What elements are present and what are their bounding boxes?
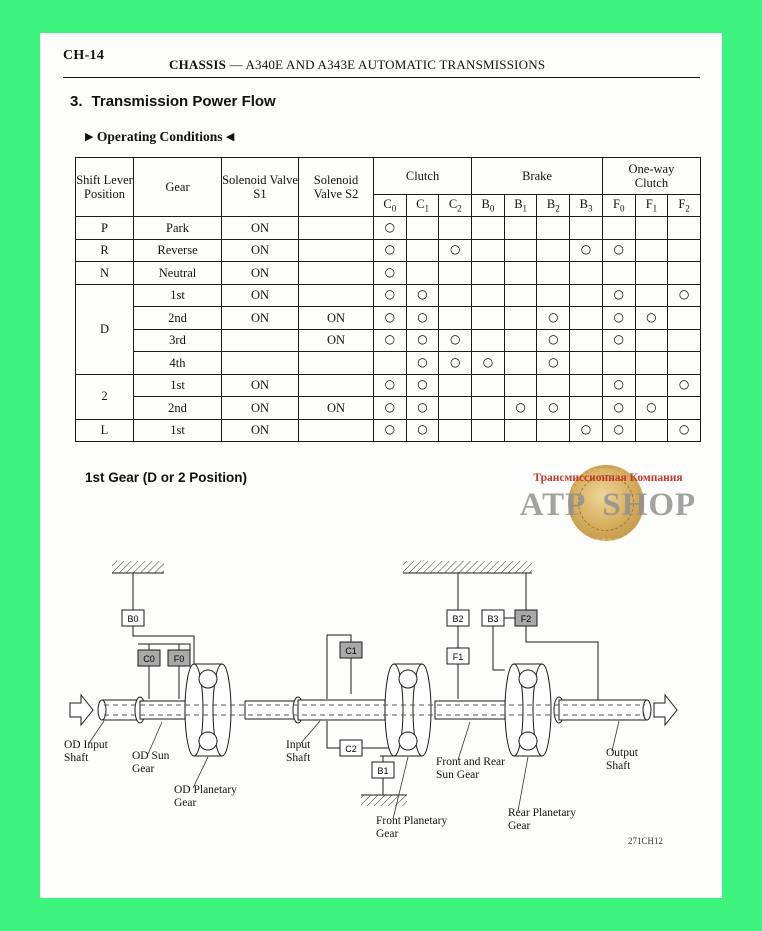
apply-mark-cell: ○ [374,262,407,285]
gear-cell: 4th [134,352,222,375]
component-c0 [138,650,160,666]
col-header-shift-position: Shift Lever Position [76,158,134,217]
front-rear-sun-gear-shaft [435,701,505,719]
watermark-brand-right: SHOP [602,487,697,523]
apply-mark-cell [439,262,472,285]
subsection-title [85,129,234,145]
input-arrow-icon [70,695,93,725]
watermark-brand-left: ATP [519,487,587,523]
apply-mark-cell: ○ [602,397,635,420]
apply-mark-cell [374,352,407,375]
apply-mark-cell: ○ [570,239,603,262]
apply-mark-cell [602,217,635,240]
apply-mark-cell: ○ [374,419,407,442]
apply-mark-cell [504,329,537,352]
apply-mark-cell [668,352,701,375]
svg-text:Gear: Gear [376,828,399,840]
operating-conditions-table [75,157,701,442]
apply-mark-cell: ○ [635,307,668,330]
apply-mark-cell: ○ [374,329,407,352]
apply-mark-cell [668,397,701,420]
apply-mark-cell [537,217,570,240]
col-header-gear: Gear [134,158,222,217]
s1-cell: ON [222,374,299,397]
apply-mark-cell [635,352,668,375]
apply-mark-cell [472,262,505,285]
apply-mark-cell [439,419,472,442]
shift-position-cell: P [76,217,134,240]
apply-mark-cell: ○ [406,397,439,420]
s1-cell: ON [222,239,299,262]
component-label-f1: F1 [452,652,464,662]
apply-mark-cell [504,217,537,240]
table-row-p [76,217,701,240]
apply-mark-cell [635,217,668,240]
apply-mark-cell [504,352,537,375]
apply-mark-cell: ○ [602,419,635,442]
part-label-rear-planetary-gear [508,807,576,832]
section-name: Transmission Power Flow [91,93,276,110]
part-label-input-shaft [286,739,311,764]
s1-cell: ON [222,307,299,330]
apply-mark-cell: ○ [537,352,570,375]
gear-cell: 1st [134,284,222,307]
apply-mark-cell [439,397,472,420]
shift-position-cell: R [76,239,134,262]
s1-cell: ON [222,284,299,307]
table-row-r [76,239,701,262]
apply-mark-cell: ○ [537,307,570,330]
apply-mark-cell [472,284,505,307]
shift-position-cell: L [76,419,134,442]
apply-mark-cell [504,374,537,397]
apply-mark-cell [439,374,472,397]
chapter-separator: — [229,57,243,72]
apply-mark-cell [570,397,603,420]
svg-text:Shaft: Shaft [606,760,631,772]
apply-mark-cell: ○ [374,239,407,262]
col-group-one-way-clutch [602,158,700,195]
component-label-b1: B1 [377,766,389,776]
apply-mark-cell [537,262,570,285]
svg-text:Input: Input [286,739,311,751]
s1-cell [222,352,299,375]
shafts [98,697,651,723]
component-label-b3: B3 [487,614,499,624]
s2-cell [299,239,374,262]
apply-mark-cell: ○ [374,217,407,240]
svg-text:Gear: Gear [174,797,197,809]
apply-mark-cell [537,284,570,307]
apply-mark-cell [635,329,668,352]
table-row-d-2nd [76,307,701,330]
apply-mark-cell [472,217,505,240]
apply-mark-cell [472,397,505,420]
input-shaft [298,700,385,720]
component-b2 [447,610,469,626]
component-label-c0: C0 [143,654,155,664]
component-c2 [340,740,362,756]
col-header-c2: $C_2$ [439,195,472,217]
apply-mark-cell: ○ [406,329,439,352]
component-label-b2: B2 [452,614,464,624]
shift-position-cell: N [76,262,134,285]
one-way-clutch-label: One-way Clutch [628,161,675,190]
apply-mark-cell [668,307,701,330]
part-label-front-rear-sun-gear [436,756,505,781]
od-input-shaft [102,700,138,720]
s2-cell [299,419,374,442]
component-f1 [447,648,469,664]
svg-text:Sun Gear: Sun Gear [436,769,480,781]
section-number: 3. [70,93,83,110]
apply-mark-cell [635,239,668,262]
apply-mark-cell: ○ [570,419,603,442]
part-label-od-planetary-gear [174,784,237,809]
apply-mark-cell [537,419,570,442]
apply-mark-cell: ○ [602,307,635,330]
col-header-c1: $C_1$ [406,195,439,217]
component-c1 [340,642,362,658]
apply-mark-cell [504,239,537,262]
svg-text:OD Sun: OD Sun [132,750,170,762]
component-b1 [372,762,394,778]
component-label-b0: B0 [127,614,139,624]
s1-cell [222,329,299,352]
apply-mark-cell: ○ [439,329,472,352]
col-header-b2: $B_2$ [537,195,570,217]
svg-text:Shaft: Shaft [286,752,311,764]
output-shaft [559,700,647,720]
section-title [70,93,276,110]
manual-page [40,33,722,898]
gear-cell: Park [134,217,222,240]
component-label-c2: C2 [345,744,357,754]
apply-mark-cell [472,374,505,397]
triangle-left-icon: ◀ [225,130,235,143]
apply-mark-cell [602,352,635,375]
table-row-d-4th [76,352,701,375]
apply-mark-cell: ○ [374,397,407,420]
table-row-2-1st [76,374,701,397]
part-label-front-planetary-gear [376,815,447,840]
col-header-b3: $B_3$ [570,195,603,217]
gear-cell: 2nd [134,397,222,420]
apply-mark-cell [504,284,537,307]
apply-mark-cell [504,307,537,330]
apply-mark-cell: ○ [537,329,570,352]
s2-cell [299,262,374,285]
apply-mark-cell [504,419,537,442]
triangle-right-icon: ▶ [85,130,94,143]
apply-mark-cell [668,329,701,352]
col-header-c0: $C_0$ [374,195,407,217]
apply-mark-cell [570,352,603,375]
apply-mark-cell [668,239,701,262]
apply-mark-cell: ○ [635,397,668,420]
component-label-c1: C1 [345,646,357,656]
apply-mark-cell [668,262,701,285]
apply-mark-cell: ○ [504,397,537,420]
col-group-brake: Brake [472,158,603,195]
s2-cell [299,284,374,307]
s2-cell [299,352,374,375]
svg-text:Shaft: Shaft [64,752,89,764]
gear-cell: 1st [134,374,222,397]
apply-mark-cell [406,262,439,285]
watermark-company-text: Трансмиссионная Компания [533,472,683,484]
apply-mark-cell: ○ [602,374,635,397]
gear-cell: Reverse [134,239,222,262]
apply-mark-cell: ○ [602,329,635,352]
apply-mark-cell [570,329,603,352]
header-rule [63,77,700,78]
gear-cell: Neutral [134,262,222,285]
apply-mark-cell: ○ [439,352,472,375]
component-f2 [515,610,537,626]
svg-text:Output: Output [606,747,638,759]
apply-mark-cell: ○ [374,307,407,330]
col-header-solenoid-s1: Solenoid Valve S1 [222,158,299,217]
power-flow-diagram [62,552,702,862]
col-header-f1: $F_1$ [635,195,668,217]
part-label-od-sun-gear [132,750,170,775]
s2-cell [299,217,374,240]
s1-cell: ON [222,262,299,285]
apply-mark-cell: ○ [602,284,635,307]
rear-planetary-gear [505,664,551,756]
shift-position-cell: 2 [76,374,134,419]
component-b3 [482,610,504,626]
watermark [510,463,706,545]
apply-mark-cell [602,262,635,285]
svg-text:Rear Planetary: Rear Planetary [508,807,577,819]
apply-mark-cell: ○ [668,419,701,442]
svg-text:OD Planetary: OD Planetary [174,784,237,796]
apply-mark-cell [570,217,603,240]
component-label-f0: F0 [173,654,185,664]
apply-mark-cell [570,307,603,330]
svg-text:Gear: Gear [132,763,155,775]
col-header-f0: $F_0$ [602,195,635,217]
subsection-label: Operating Conditions [96,129,223,144]
apply-mark-cell: ○ [472,352,505,375]
part-label-output-shaft [606,747,639,772]
col-header-solenoid-s2: Solenoid Valve S2 [299,158,374,217]
apply-mark-cell: ○ [406,419,439,442]
part-label-od-input-shaft [64,739,109,764]
table-row-l-1st [76,419,701,442]
apply-mark-cell: ○ [439,239,472,262]
s1-cell: ON [222,397,299,420]
apply-mark-cell [472,329,505,352]
page-number: CH-14 [63,48,105,63]
apply-mark-cell: ○ [668,374,701,397]
chapter-name: CHASSIS [169,57,227,72]
gear-cell: 3rd [134,329,222,352]
figure-title: 1st Gear (D or 2 Position) [85,470,248,485]
gear-cell: 2nd [134,307,222,330]
apply-mark-cell: ○ [406,307,439,330]
table-row-d-3rd [76,329,701,352]
apply-mark-cell [472,419,505,442]
apply-mark-cell [439,307,472,330]
apply-mark-cell [570,284,603,307]
col-header-b0: $B_0$ [472,195,505,217]
od-sun-gear-shaft [140,701,185,719]
apply-mark-cell [635,284,668,307]
apply-mark-cell: ○ [374,374,407,397]
svg-text:Front and Rear: Front and Rear [436,756,505,768]
watermark-brand-text [510,487,706,524]
apply-mark-cell: ○ [374,284,407,307]
s1-cell: ON [222,419,299,442]
apply-mark-cell [635,262,668,285]
table-row-d-1st [76,284,701,307]
s2-cell: ON [299,397,374,420]
chapter-header [169,57,545,73]
output-arrow-icon [654,695,677,725]
apply-mark-cell: ○ [668,284,701,307]
apply-mark-cell: ○ [537,397,570,420]
component-f0 [168,650,190,666]
apply-mark-cell [668,217,701,240]
table-row-2-2nd [76,397,701,420]
svg-text:OD Input: OD Input [64,739,108,751]
apply-mark-cell [635,374,668,397]
apply-mark-cell [439,217,472,240]
apply-mark-cell [570,262,603,285]
col-group-clutch: Clutch [374,158,472,195]
s1-cell: ON [222,217,299,240]
apply-mark-cell [472,307,505,330]
apply-mark-cell [472,239,505,262]
apply-mark-cell: ○ [406,374,439,397]
apply-mark-cell: ○ [406,352,439,375]
apply-mark-cell [406,217,439,240]
apply-mark-cell: ○ [406,284,439,307]
col-header-b1: $B_1$ [504,195,537,217]
apply-mark-cell [570,374,603,397]
component-label-f2: F2 [520,614,532,624]
component-b0 [122,610,144,626]
apply-mark-cell [635,419,668,442]
s2-cell [299,374,374,397]
apply-mark-cell [537,239,570,262]
apply-mark-cell [439,284,472,307]
apply-mark-cell [504,262,537,285]
gear-cell: 1st [134,419,222,442]
s2-cell: ON [299,329,374,352]
s2-cell: ON [299,307,374,330]
svg-text:Front Planetary: Front Planetary [376,815,448,827]
front-planetary-gear [380,664,431,756]
shift-position-cell: D [76,284,134,374]
od-planetary-gear [185,664,231,756]
figure-code: 271CH12 [628,836,664,846]
svg-text:Gear: Gear [508,820,531,832]
table-row-n [76,262,701,285]
apply-mark-cell [406,239,439,262]
col-header-f2: $F_2$ [668,195,701,217]
apply-mark-cell: ○ [602,239,635,262]
chapter-title: A340E AND A343E AUTOMATIC TRANSMISSIONS [245,57,546,72]
apply-mark-cell [537,374,570,397]
